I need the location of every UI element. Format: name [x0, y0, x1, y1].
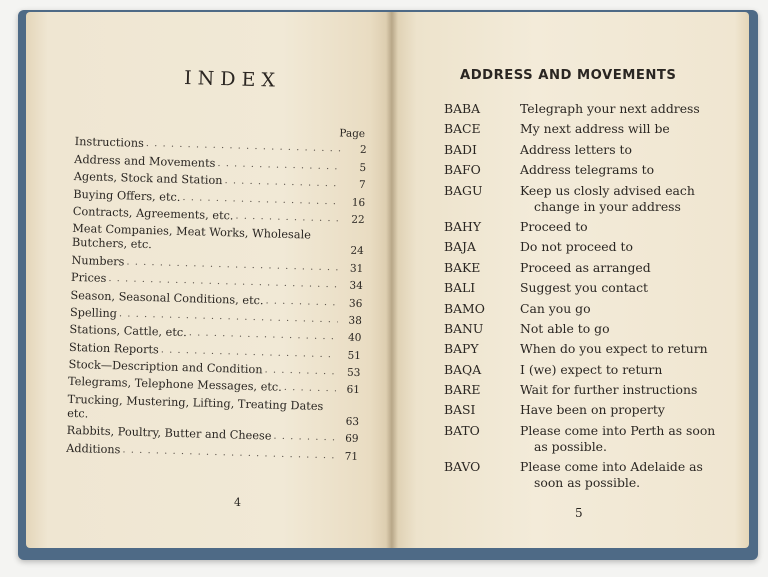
- code-row: [444, 280, 744, 296]
- code-meaning-line: Do not proceed to: [520, 239, 633, 255]
- code-meaning-line: Can you go: [520, 300, 591, 316]
- code-meaning-line: When do you expect to return: [520, 341, 708, 357]
- code-row: [444, 402, 744, 418]
- index-entry-page: 61: [346, 384, 361, 397]
- index-entry: [72, 222, 365, 258]
- index-entry-text: Rabbits, Poultry, Butter and Cheese: [66, 424, 272, 443]
- code-meaning-line: My next address will be: [520, 121, 670, 137]
- code-meaning-line: Suggest you contact: [520, 280, 648, 296]
- code-meaning-line: Address telegrams to: [520, 162, 655, 178]
- code-meaning-line: Address letters to: [520, 141, 632, 157]
- code-meaning-line: Telegraph your next address: [520, 101, 700, 116]
- code-word: BABA: [444, 101, 481, 116]
- right-page-number: 5: [575, 506, 583, 520]
- dot-leader: [161, 343, 338, 362]
- code-row: [444, 423, 744, 455]
- code-row: [444, 101, 744, 117]
- index-entry: [67, 393, 360, 429]
- code-row: [444, 162, 744, 178]
- left-page-number: 4: [234, 496, 241, 509]
- code-meaning: [520, 121, 744, 137]
- index-entry-page: 24: [350, 245, 364, 258]
- code-meaning-line: I (we) expect to return: [520, 361, 663, 377]
- dot-leader: [265, 294, 338, 310]
- code-list: [444, 101, 744, 491]
- code-word: BALI: [444, 280, 476, 296]
- index-content: [66, 26, 370, 464]
- code-meaning: [520, 260, 744, 276]
- code-word: BAKE: [444, 259, 481, 275]
- codes-content: [444, 68, 744, 496]
- code-meaning: [520, 219, 744, 235]
- code-row: [444, 459, 744, 491]
- index-entry-text: Additions: [66, 441, 121, 456]
- code-meaning-line: Please come into Perth as soon: [520, 422, 716, 438]
- code-meaning: [520, 402, 744, 418]
- index-entry-page: 53: [346, 366, 361, 380]
- dot-leader: [235, 209, 341, 226]
- index-entry-page: 16: [351, 196, 366, 209]
- code-meaning-line: Please come into Adelaide as: [520, 459, 703, 475]
- index-entry-text: Stock—Description and Condition: [68, 357, 263, 377]
- code-row: [444, 219, 744, 235]
- index-entry-page: 2: [359, 144, 367, 157]
- code-word: BACE: [444, 121, 481, 137]
- code-word: BANU: [444, 320, 484, 336]
- code-meaning: [520, 321, 744, 337]
- index-entry-page: 22: [351, 213, 365, 227]
- code-row: [444, 341, 744, 357]
- code-word: BAGU: [444, 182, 483, 198]
- dot-leader: [217, 157, 342, 174]
- dot-leader: [224, 174, 342, 191]
- dot-leader: [284, 381, 337, 396]
- index-entry-text: Buying Offers, etc.: [73, 187, 181, 204]
- code-row: [444, 321, 744, 337]
- left-page: [26, 12, 392, 548]
- dot-leader: [122, 443, 334, 463]
- code-meaning: [520, 183, 744, 215]
- dot-leader: [119, 307, 338, 327]
- code-word: BAVO: [444, 459, 481, 475]
- index-entry-text: Trucking, Mustering, Lifting, Treating Dates etc.: [67, 392, 324, 421]
- code-row: [444, 142, 744, 158]
- code-meaning: [520, 341, 744, 357]
- dot-leader: [273, 430, 334, 446]
- code-row: [444, 121, 744, 137]
- index-entry-text: Meat Companies, Meat Works, Wholesale Butchers, etc.: [71, 222, 312, 252]
- right-page: [392, 12, 749, 548]
- code-row: [444, 301, 744, 317]
- index-entry-text: Instructions: [74, 135, 145, 151]
- code-meaning-line: Proceed to: [520, 218, 588, 234]
- code-row: [444, 239, 744, 255]
- index-entry-page: 5: [359, 161, 367, 174]
- code-meaning: [520, 142, 744, 158]
- code-meaning: [520, 162, 744, 178]
- code-word: BAQA: [444, 361, 482, 377]
- dot-leader: [264, 363, 336, 379]
- code-meaning: [520, 301, 744, 317]
- index-entry-page: 7: [358, 179, 366, 192]
- index-entry-text: Address and Movements: [74, 152, 216, 170]
- index-entry-text: Agents, Stock and Station: [73, 170, 223, 188]
- code-meaning: [520, 239, 744, 255]
- code-meaning: [520, 459, 744, 491]
- index-entry-text: Stations, Cattle, etc.: [69, 323, 187, 340]
- section-title: ADDRESS AND MOVEMENTS: [460, 68, 677, 83]
- code-word: BASI: [444, 402, 476, 418]
- index-entry-text: Spelling: [69, 305, 118, 321]
- index-entry-text: Contracts, Agreements, etc.: [72, 204, 234, 223]
- code-row: [444, 183, 744, 215]
- index-entry-page: 63: [345, 415, 360, 428]
- code-meaning-continuation: soon as possible.: [534, 475, 641, 491]
- index-entry-page: 40: [347, 331, 362, 345]
- code-meaning-continuation: as possible.: [534, 438, 607, 454]
- code-word: BATO: [444, 422, 480, 438]
- code-meaning: [520, 280, 744, 296]
- dot-leader: [182, 191, 341, 209]
- code-row: [444, 362, 744, 378]
- index-entry-page: 69: [345, 432, 359, 446]
- code-row: [444, 382, 744, 398]
- index-list: [66, 135, 367, 463]
- code-meaning-line: Keep us closly advised each: [520, 182, 695, 198]
- code-word: BAHY: [444, 218, 482, 234]
- index-entry-page: 31: [349, 262, 364, 275]
- index-entry-text: Telegrams, Telephone Messages, etc.: [67, 375, 282, 395]
- code-meaning-continuation: change in your address: [534, 198, 681, 214]
- code-row: [444, 260, 744, 276]
- index-entry-page: 51: [347, 349, 362, 362]
- index-title: INDEX: [183, 66, 282, 92]
- code-word: BAPY: [444, 341, 479, 357]
- code-meaning: [520, 423, 744, 455]
- code-word: BAMO: [444, 300, 485, 316]
- dot-leader: [146, 137, 343, 156]
- dot-leader: [126, 255, 339, 275]
- code-word: BADI: [444, 141, 477, 157]
- index-entry-page: 38: [348, 314, 363, 327]
- code-meaning-line: Wait for further instructions: [520, 382, 698, 398]
- code-meaning: [520, 382, 744, 398]
- index-entry-page: 34: [349, 279, 364, 293]
- code-word: BAJA: [444, 239, 476, 255]
- code-word: BARE: [444, 382, 481, 398]
- index-entry-page: 71: [344, 450, 359, 463]
- index-entry-text: Season, Seasonal Conditions, etc.: [70, 288, 264, 307]
- index-entry-page: 36: [348, 297, 363, 310]
- code-meaning-line: Not able to go: [520, 320, 610, 336]
- page-column-heading: Page: [339, 127, 366, 141]
- code-meaning-line: Have been on property: [520, 402, 665, 418]
- index-entry-text: Prices: [70, 271, 107, 286]
- code-meaning-line: Proceed as arranged: [520, 259, 651, 275]
- dot-leader: [189, 327, 338, 345]
- index-entry-text: Numbers: [71, 253, 125, 269]
- index-entry-text: Station Reports: [68, 340, 159, 357]
- book-gutter: [386, 12, 398, 548]
- code-word: BAFO: [444, 162, 481, 178]
- code-meaning: [520, 101, 744, 117]
- code-meaning: [520, 362, 744, 378]
